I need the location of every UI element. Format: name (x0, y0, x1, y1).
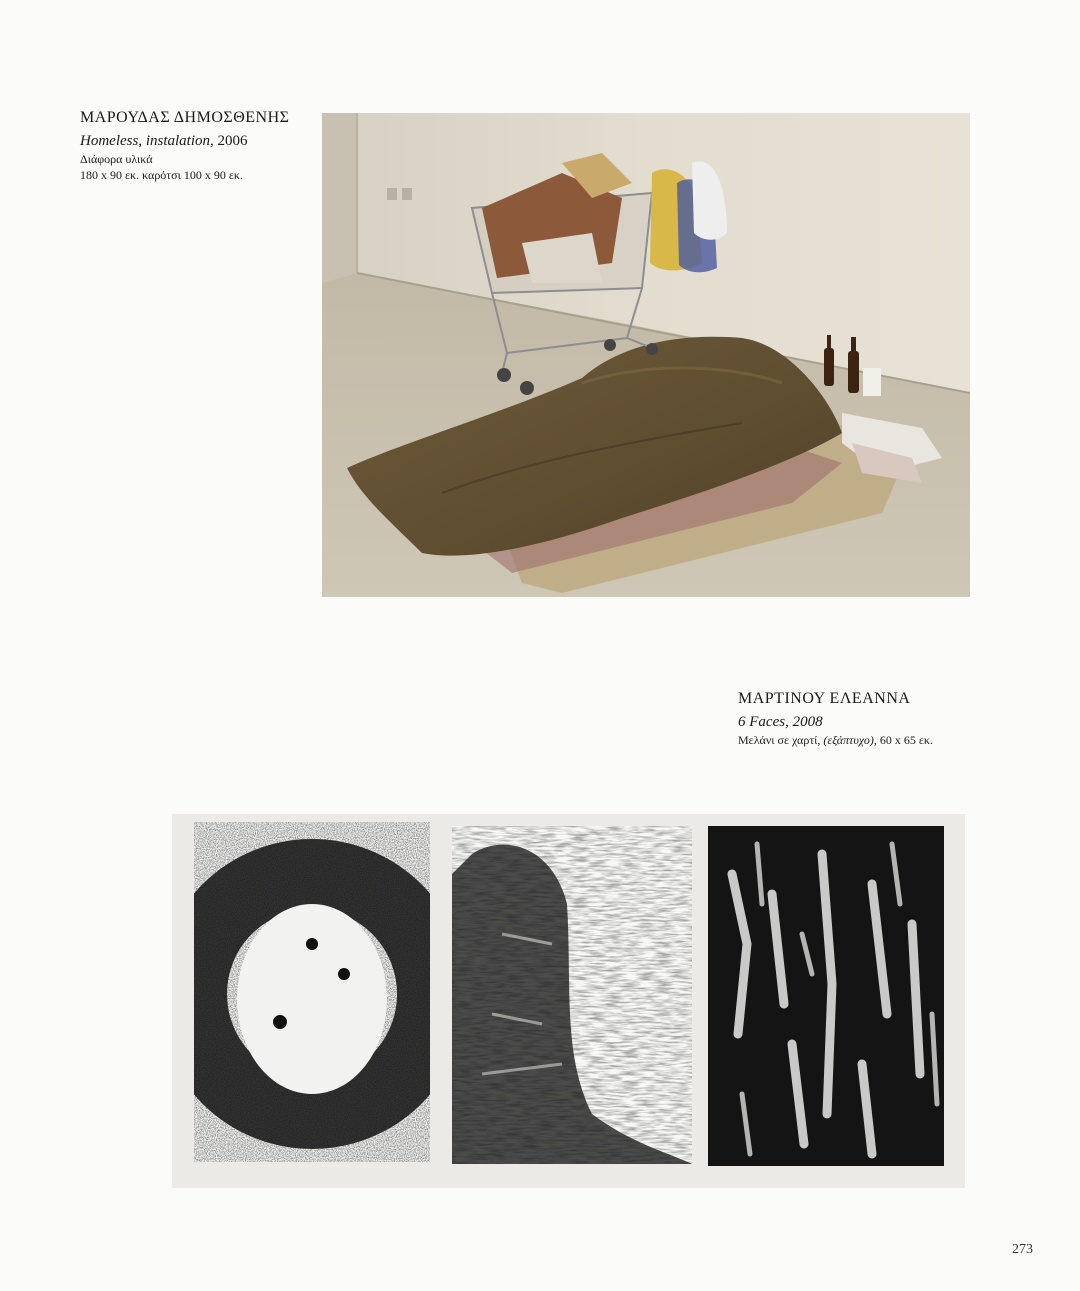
page-number: 273 (1012, 1242, 1033, 1257)
artwork-dimensions: 180 x 90 εκ. καρότσι 100 x 90 εκ. (80, 168, 243, 182)
artist-name: ΜΑΡΟΥΔΑΣ ΔΗΜΟΣΘΕΝΗΣ (80, 109, 290, 126)
ink-drawings-photo (172, 814, 965, 1188)
artwork-dimensions: , 60 x 65 εκ. (873, 733, 933, 747)
drawing-panel-1 (192, 822, 432, 1162)
caption-homeless (80, 108, 320, 183)
artwork-title-text: Homeless, instalation, (80, 133, 214, 149)
drawing-panel-3 (708, 826, 944, 1166)
artist-name: ΜΑΡΤΙΝΟΥ ΕΛΕΑΝΝΑ (738, 690, 911, 707)
installation-photo (322, 113, 970, 597)
medium-text: Μελάνι σε χαρτί, (738, 733, 821, 747)
caption-6-faces (738, 689, 1038, 748)
drawing-panel-2 (452, 826, 692, 1164)
medium-note: (εξάπτυχο) (823, 733, 874, 747)
artwork-medium (738, 732, 1038, 748)
artwork-year: 2006 (217, 133, 248, 149)
artwork-title: 6 Faces, 2008 (738, 714, 823, 730)
artwork-medium: Διάφορα υλικά (80, 152, 153, 166)
artwork-title (80, 131, 320, 151)
